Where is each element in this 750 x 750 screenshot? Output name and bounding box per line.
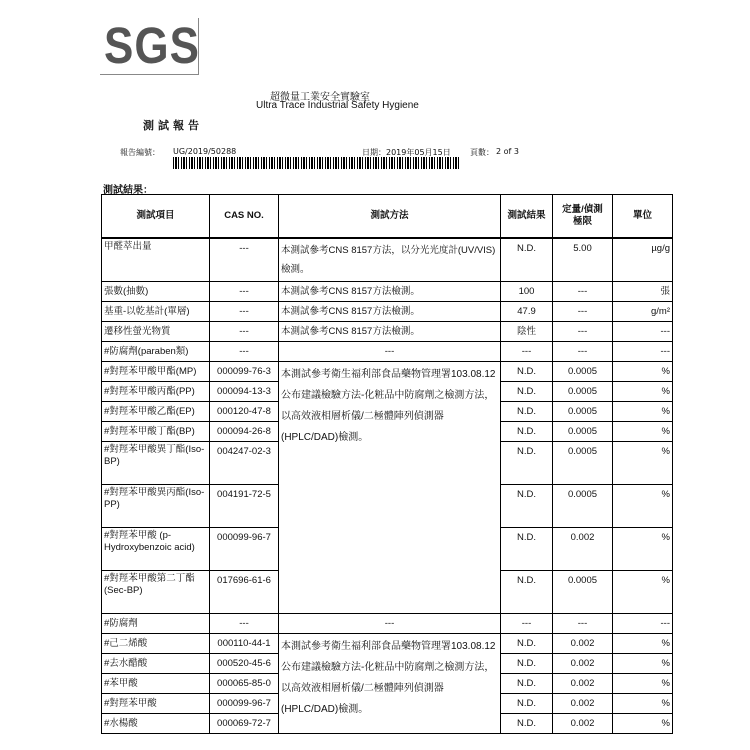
lab-name-cn: 超微量工業安全實驗室 bbox=[270, 92, 370, 103]
report-title: 測試報告 bbox=[143, 119, 203, 132]
cas-cell: 000069-72-7 bbox=[210, 714, 279, 734]
unit-cell: --- bbox=[613, 342, 673, 362]
cas-cell: --- bbox=[210, 238, 279, 282]
table-row bbox=[102, 282, 673, 302]
limit-cell: 0.0005 bbox=[553, 442, 613, 485]
limit-cell: --- bbox=[553, 614, 613, 634]
item-cell: #對羥苯甲酸第二丁酯(Sec-BP) bbox=[102, 571, 210, 614]
table-row bbox=[102, 302, 673, 322]
sgs-logo bbox=[100, 18, 199, 75]
item-cell: #水楊酸 bbox=[102, 714, 210, 734]
method-cell: --- bbox=[279, 614, 501, 634]
result-cell: N.D. bbox=[501, 714, 553, 734]
logo-text: SGS bbox=[104, 18, 200, 75]
unit-cell: % bbox=[613, 674, 673, 694]
cas-cell: 000099-96-7 bbox=[210, 528, 279, 571]
limit-cell: --- bbox=[553, 282, 613, 302]
cas-cell: --- bbox=[210, 342, 279, 362]
cas-cell: 004247-02-3 bbox=[210, 442, 279, 485]
unit-cell: % bbox=[613, 362, 673, 382]
limit-cell: 0.0005 bbox=[553, 362, 613, 382]
page-number: 2 of 3 bbox=[496, 147, 519, 156]
unit-cell: % bbox=[613, 634, 673, 654]
result-cell: 100 bbox=[501, 282, 553, 302]
table-header-row bbox=[102, 195, 673, 239]
date-label: 日期： bbox=[362, 148, 386, 157]
table-row bbox=[102, 634, 673, 654]
result-cell: --- bbox=[501, 342, 553, 362]
limit-cell: 0.0005 bbox=[553, 382, 613, 402]
cas-cell: 000120-47-8 bbox=[210, 402, 279, 422]
item-cell: #防腐劑(paraben類) bbox=[102, 342, 210, 362]
report-no: UG/2019/50288 bbox=[173, 147, 237, 156]
method-cell: --- bbox=[279, 342, 501, 362]
unit-cell: % bbox=[613, 714, 673, 734]
header-result: 測試結果 bbox=[501, 195, 553, 239]
cas-cell: --- bbox=[210, 614, 279, 634]
limit-cell: 0.0005 bbox=[553, 402, 613, 422]
header-unit: 單位 bbox=[613, 195, 673, 239]
limit-cell: 0.0005 bbox=[553, 571, 613, 614]
unit-cell: 張 bbox=[613, 282, 673, 302]
cas-cell: 000094-26-8 bbox=[210, 422, 279, 442]
result-cell: N.D. bbox=[501, 694, 553, 714]
result-cell: N.D. bbox=[501, 485, 553, 528]
cas-cell: 017696-61-6 bbox=[210, 571, 279, 614]
table-row bbox=[102, 238, 673, 282]
result-cell: 陰性 bbox=[501, 322, 553, 342]
result-cell: N.D. bbox=[501, 634, 553, 654]
unit-cell: g/m² bbox=[613, 302, 673, 322]
unit-cell: % bbox=[613, 571, 673, 614]
unit-cell: % bbox=[613, 402, 673, 422]
method-cell: 本測試參考CNS 8157方法檢測。 bbox=[279, 302, 501, 322]
table-row bbox=[102, 322, 673, 342]
method-cell: 本測試參考CNS 8157方法，以分光光度計(UV/VIS)檢測。 bbox=[279, 238, 501, 282]
unit-cell: % bbox=[613, 694, 673, 714]
cas-cell: 004191-72-5 bbox=[210, 485, 279, 528]
unit-cell: µg/g bbox=[613, 238, 673, 282]
limit-cell: 0.0005 bbox=[553, 485, 613, 528]
item-cell: #防腐劑 bbox=[102, 614, 210, 634]
result-cell: N.D. bbox=[501, 382, 553, 402]
result-cell: N.D. bbox=[501, 442, 553, 485]
cas-cell: 000520-45-6 bbox=[210, 654, 279, 674]
item-cell: #對羥苯甲酸乙酯(EP) bbox=[102, 402, 210, 422]
results-label: 測試結果： bbox=[103, 185, 153, 196]
method-cell: 本測試參考CNS 8157方法檢測。 bbox=[279, 322, 501, 342]
header-limit-line2: 極限 bbox=[572, 216, 592, 227]
cas-cell: --- bbox=[210, 282, 279, 302]
report-date: 2019年05月15日 bbox=[386, 148, 451, 157]
unit-cell: % bbox=[613, 654, 673, 674]
preservative-method-cell: 本測試參考衛生福利部食品藥物管理署103.08.12公布建議檢驗方法-化粧品中防腐劑之檢測方法，以高效液相層析儀/二極體陣列偵測器(HPLC/DAD)檢測。 bbox=[279, 634, 501, 734]
limit-cell: 0.002 bbox=[553, 714, 613, 734]
item-cell: #對羥苯甲酸丙酯(PP) bbox=[102, 382, 210, 402]
limit-cell: 0.002 bbox=[553, 634, 613, 654]
table-row bbox=[102, 342, 673, 362]
item-cell: 張數(抽數) bbox=[102, 282, 210, 302]
result-cell: N.D. bbox=[501, 571, 553, 614]
cas-cell: 000099-96-7 bbox=[210, 694, 279, 714]
header-method: 測試方法 bbox=[279, 195, 501, 239]
paraben-method-cell: 本測試參考衛生福利部食品藥物管理署103.08.12公布建議檢驗方法-化粧品中防腐劑之檢測方法，以高效液相層析儀/二極體陣列偵測器(HPLC/DAD)檢測。 bbox=[279, 362, 501, 614]
limit-cell: 0.002 bbox=[553, 528, 613, 571]
item-cell: #對羥苯甲酸 (p-Hydroxybenzoic acid) bbox=[102, 528, 210, 571]
header-limit-line1: 定量/偵測 bbox=[562, 204, 603, 215]
limit-cell: 0.002 bbox=[553, 694, 613, 714]
unit-cell: % bbox=[613, 528, 673, 571]
limit-cell: 0.0005 bbox=[553, 422, 613, 442]
item-cell: 遷移性螢光物質 bbox=[102, 322, 210, 342]
result-cell: 47.9 bbox=[501, 302, 553, 322]
cas-cell: --- bbox=[210, 322, 279, 342]
limit-cell: --- bbox=[553, 302, 613, 322]
item-cell: #己二烯酸 bbox=[102, 634, 210, 654]
limit-cell: --- bbox=[553, 322, 613, 342]
table-row bbox=[102, 614, 673, 634]
header-cas: CAS NO. bbox=[210, 195, 279, 239]
results-table bbox=[101, 194, 673, 734]
item-cell: #對羥苯甲酸甲酯(MP) bbox=[102, 362, 210, 382]
header-item: 測試項目 bbox=[102, 195, 210, 239]
cas-cell: 000094-13-3 bbox=[210, 382, 279, 402]
result-cell: --- bbox=[501, 614, 553, 634]
result-cell: N.D. bbox=[501, 238, 553, 282]
cas-cell: --- bbox=[210, 302, 279, 322]
limit-cell: 0.002 bbox=[553, 654, 613, 674]
item-cell: 甲醛萃出量 bbox=[102, 238, 210, 282]
cas-cell: 000110-44-1 bbox=[210, 634, 279, 654]
unit-cell: % bbox=[613, 442, 673, 485]
item-cell: #對羥苯甲酸丁酯(BP) bbox=[102, 422, 210, 442]
result-cell: N.D. bbox=[501, 674, 553, 694]
limit-cell: 0.002 bbox=[553, 674, 613, 694]
cas-cell: 000065-85-0 bbox=[210, 674, 279, 694]
result-cell: N.D. bbox=[501, 528, 553, 571]
result-cell: N.D. bbox=[501, 402, 553, 422]
result-cell: N.D. bbox=[501, 362, 553, 382]
method-cell: 本測試參考CNS 8157方法檢測。 bbox=[279, 282, 501, 302]
report-no-label: 報告編號： bbox=[120, 148, 160, 157]
item-cell: #對羥苯甲酸異丁酯(Iso-BP) bbox=[102, 442, 210, 485]
item-cell: #對羥苯甲酸異丙酯(Iso-PP) bbox=[102, 485, 210, 528]
unit-cell: --- bbox=[613, 614, 673, 634]
table-row bbox=[102, 362, 673, 382]
cas-cell: 000099-76-3 bbox=[210, 362, 279, 382]
unit-cell: % bbox=[613, 422, 673, 442]
item-cell: #去水醋酸 bbox=[102, 654, 210, 674]
unit-cell: --- bbox=[613, 322, 673, 342]
limit-cell: --- bbox=[553, 342, 613, 362]
unit-cell: % bbox=[613, 382, 673, 402]
lab-name-en: Ultra Trace Industrial Safety Hygiene bbox=[256, 100, 419, 111]
item-cell: #苯甲酸 bbox=[102, 674, 210, 694]
header-limit bbox=[553, 195, 613, 239]
limit-cell: 5.00 bbox=[553, 238, 613, 282]
unit-cell: % bbox=[613, 485, 673, 528]
page-label: 頁數： bbox=[470, 148, 494, 157]
barcode bbox=[173, 157, 460, 169]
item-cell: #對羥苯甲酸 bbox=[102, 694, 210, 714]
result-cell: N.D. bbox=[501, 422, 553, 442]
item-cell: 基重-以乾基計(單層) bbox=[102, 302, 210, 322]
result-cell: N.D. bbox=[501, 654, 553, 674]
